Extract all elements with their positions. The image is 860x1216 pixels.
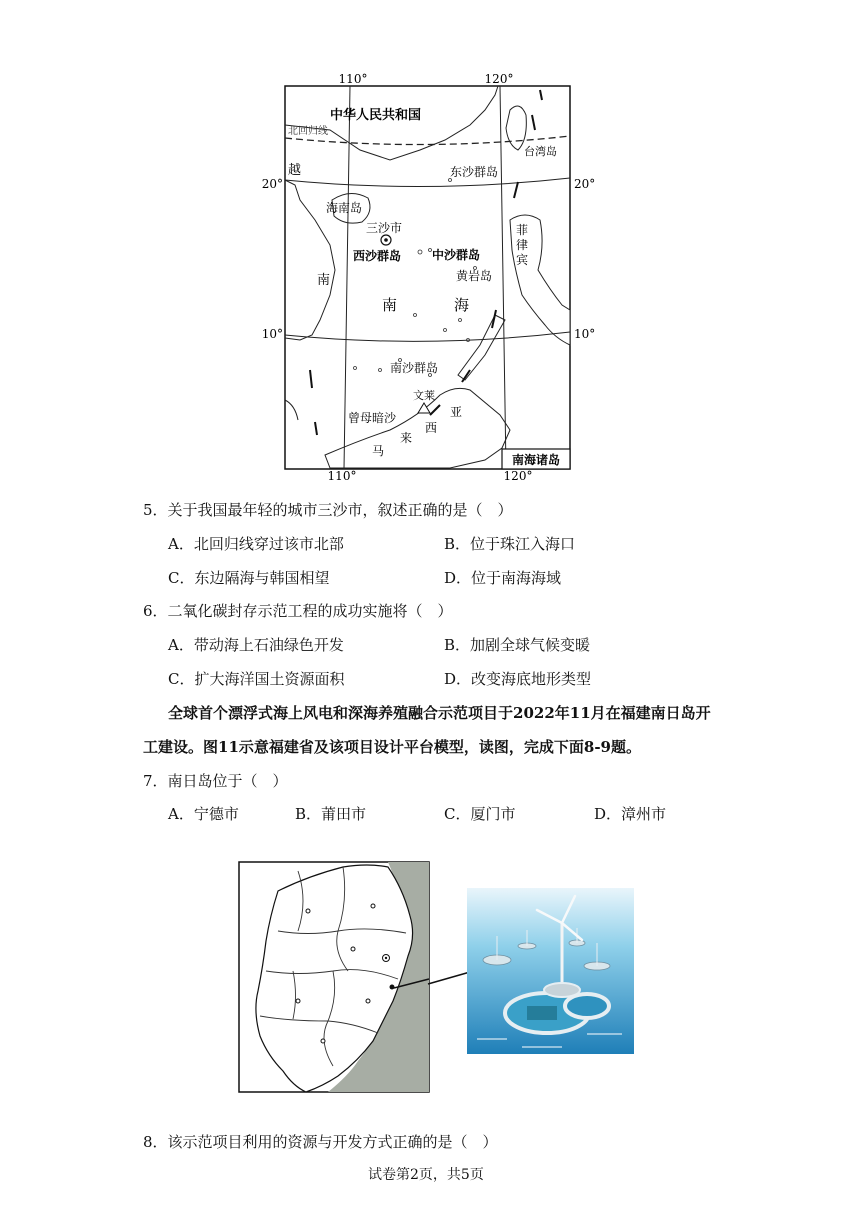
lon-label-top-120: 120° — [484, 72, 514, 86]
passage-line-1: 全球首个漂浮式海上风电和深海养殖融合示范项目于2022年11月在福建南日岛开 — [168, 704, 711, 722]
label-lai: 来 — [400, 431, 413, 445]
q6-option-d[interactable]: D．改变海底地形类型 — [444, 670, 592, 688]
label-phil-1: 菲 — [516, 223, 529, 237]
label-xisha: 西沙群岛 — [353, 249, 402, 263]
lat-label-right-10: 10° — [574, 327, 596, 341]
q7-option-d[interactable]: D．漳州市 — [594, 805, 667, 823]
lat-label-left-20: 20° — [261, 177, 283, 191]
q5-option-d[interactable]: D．位于南海海域 — [444, 569, 562, 587]
label-sansha: 三沙市 — [366, 221, 403, 235]
offshore-wind-platform-image — [467, 888, 634, 1054]
lat-label-right-20: 20° — [574, 177, 596, 191]
lat-label-left-10: 10° — [261, 327, 283, 341]
label-huangyan: 黄岩岛 — [456, 269, 493, 283]
label-ma: 马 — [372, 444, 385, 458]
lon-label-bottom-110: 110° — [327, 469, 357, 483]
q5-option-c[interactable]: C．东边隔海与韩国相望 — [168, 569, 330, 587]
fujian-province-map — [238, 861, 430, 1093]
label-nanhai-1: 南 — [382, 296, 402, 314]
label-ya: 亚 — [450, 405, 463, 419]
lon-label-bottom-120: 120° — [503, 469, 533, 483]
label-tropic: 北回归线 — [288, 126, 328, 137]
q5-option-b[interactable]: B．位于珠江入海口 — [444, 535, 576, 553]
label-phil-2: 律 — [516, 238, 529, 252]
label-prc: 中华人民共和国 — [330, 108, 422, 123]
label-wenlai: 文莱 — [413, 389, 435, 402]
page-footer: 试卷第2页，共5页 — [368, 1167, 484, 1183]
label-xi: 西 — [425, 421, 438, 435]
q6-option-c[interactable]: C．扩大海洋国土资源面积 — [168, 670, 345, 688]
lon-label-top-110: 110° — [338, 72, 368, 86]
label-zengmu: 曾母暗沙 — [348, 411, 397, 425]
label-dongsha: 东沙群岛 — [450, 165, 499, 179]
passage-line-2: 工建设。图11示意福建省及该项目设计平台模型，读图，完成下面8-9题。 — [143, 738, 641, 756]
q5-option-a[interactable]: A．北回归线穿过该市北部 — [168, 535, 344, 553]
south-china-sea-map — [261, 70, 596, 483]
question-6-stem: 6．二氧化碳封存示范工程的成功实施将（ ） — [143, 602, 453, 620]
question-8-stem: 8．该示范项目利用的资源与开发方式正确的是（ ） — [143, 1133, 498, 1151]
question-7-stem: 7．南日岛位于（ ） — [143, 772, 288, 790]
label-phil-3: 宾 — [516, 253, 529, 267]
question-5-stem: 5．关于我国最年轻的城市三沙市，叙述正确的是（ ） — [143, 501, 513, 519]
label-hainan: 海南岛 — [326, 201, 363, 215]
label-inset: 南海诸岛 — [511, 453, 561, 467]
q6-option-b[interactable]: B．加剧全球气候变暖 — [444, 636, 591, 654]
label-nansha: 南沙群岛 — [390, 361, 439, 375]
label-zhongsha: 中沙群岛 — [432, 248, 481, 262]
label-nanhai-2: 海 — [454, 296, 470, 314]
q7-option-b[interactable]: B．莆田市 — [295, 805, 367, 823]
q7-option-c[interactable]: C．厦门市 — [444, 805, 516, 823]
q6-option-a[interactable]: A．带动海上石油绿色开发 — [168, 636, 344, 654]
q7-option-a[interactable]: A．宁德市 — [168, 805, 239, 823]
label-taiwan: 台湾岛 — [524, 145, 557, 158]
label-yue: 越 — [288, 163, 302, 178]
label-nan-left: 南 — [317, 273, 331, 288]
